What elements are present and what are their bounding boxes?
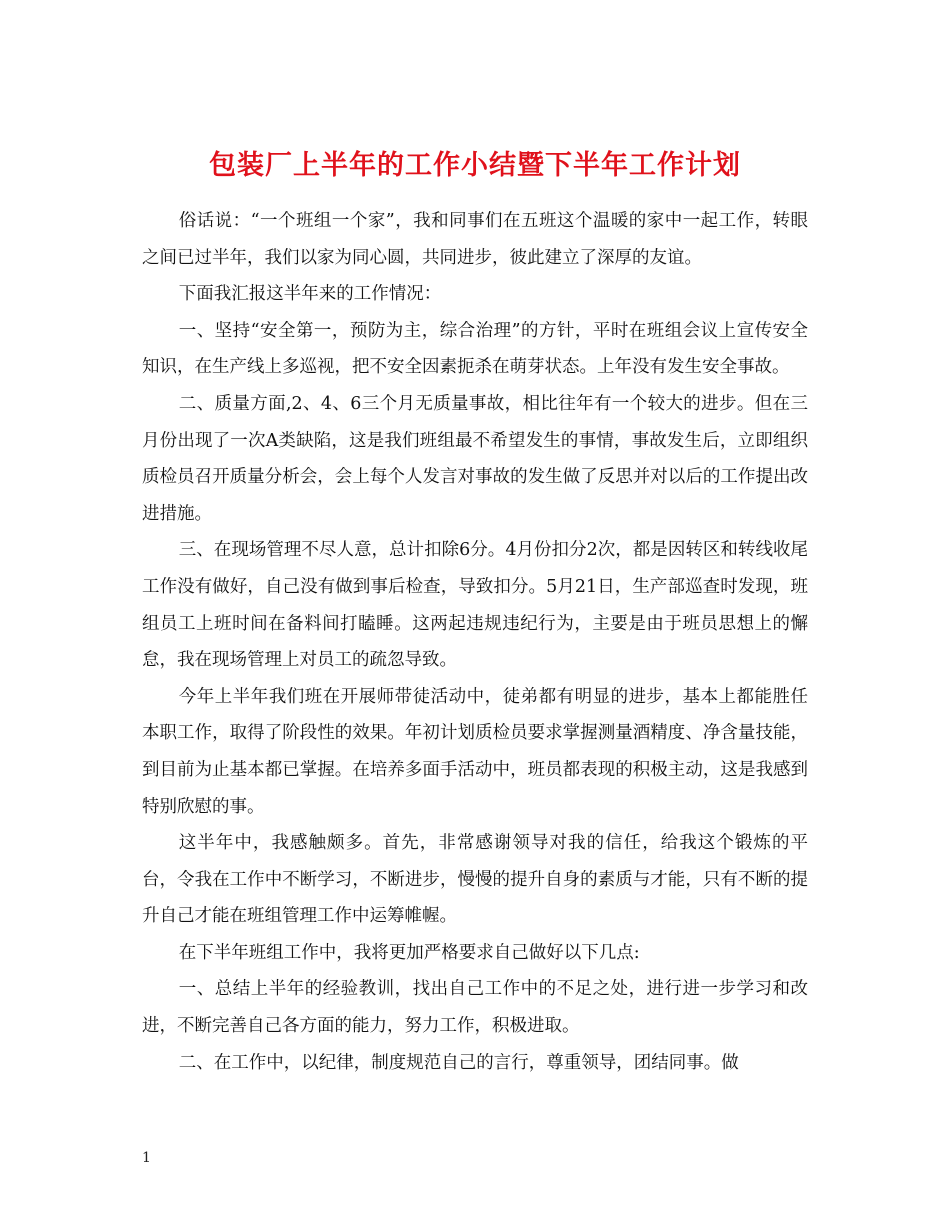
paragraph: 二、质量方面,2、4、6三个月无质量事故，相比往年有一个较大的进步。但在三月份出现了一次A类缺陷，这是我们班组最不希望发生的事情，事故发生后，立即组织质检员召开质量分析会，会上每个人发言对事故的发生做了反思并对以后的工作提出改进措施。 bbox=[142, 393, 808, 524]
paragraph: 一、总结上半年的经验教训，找出自己工作中的不足之处，进行进一步学习和改进，不断完善自己各方面的能力，努力工作，积极进取。 bbox=[142, 979, 808, 1037]
paragraph: 下面我汇报这半年来的工作情况： bbox=[178, 284, 442, 305]
page-number: 1 bbox=[142, 1150, 151, 1166]
document-body bbox=[142, 203, 808, 1081]
paragraph: 今年上半年我们班在开展师带徒活动中，徒弟都有明显的进步，基本上都能胜任本职工作，取得了阶段性的效果。年初计划质检员要求掌握测量酒精度、净含量技能，到目前为止基本都已掌握。在培养多面手活动中，班员都表现的积极主动，这是我感到特别欣慰的事。 bbox=[142, 686, 808, 817]
paragraph: 二、在工作中，以纪律，制度规范自己的言行，尊重领导，团结同事。做 bbox=[178, 1052, 739, 1073]
document-title: 包装厂上半年的工作小结暨下半年工作计划 bbox=[209, 150, 741, 182]
paragraph: 俗话说：“一个班组一个家”，我和同事们在五班这个温暖的家中一起工作，转眼之间已过半年，我们以家为同心圆，共同进步，彼此建立了深厚的友谊。 bbox=[142, 211, 808, 268]
paragraph: 这半年中，我感触颇多。首先，非常感谢领导对我的信任，给我这个锻炼的平台，令我在工作中不断学习，不断进步，慢慢的提升自身的素质与才能，只有不断的提升自己才能在班组管理工作中运筹帷幄。 bbox=[142, 833, 808, 927]
paragraph: 一、坚持“安全第一，预防为主，综合治理”的方针，平时在班组会议上宣传安全知识，在生产线上多巡视，把不安全因素扼杀在萌芽状态。上年没有发生安全事故。 bbox=[142, 320, 808, 378]
paragraph: 在下半年班组工作中，我将更加严格要求自己做好以下几点: bbox=[178, 942, 640, 963]
paragraph: 三、在现场管理不尽人意，总计扣除6分。4月份扣分2次，都是因转区和转线收尾工作没有做好，自己没有做到事后检查，导致扣分。5月21日，生产部巡查时发现，班组员工上班时间在备料间打瞌睡。这两起违规违纪行为，主要是由于班员思想上的懈怠，我在现场管理上对员工的疏忽导致。 bbox=[142, 540, 808, 671]
